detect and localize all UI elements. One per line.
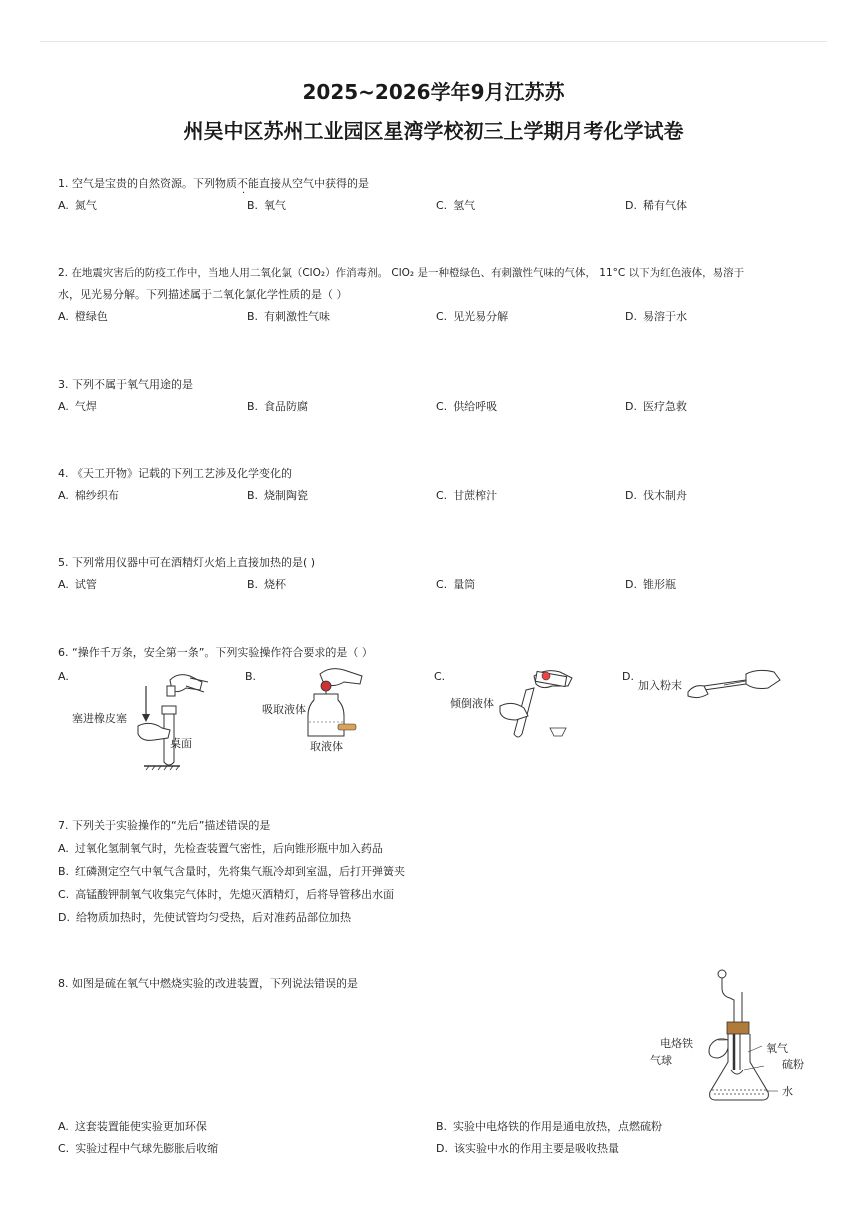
option-b[interactable]: B. 氧气 [247, 199, 287, 212]
question-stem: 1. 空气是宝贵的自然资源。下列物质不能直接从空气中获得的是 [58, 177, 369, 190]
option-d[interactable]: D. 该实验中水的作用主要是吸收热量 [436, 1142, 619, 1155]
options-row-1 [58, 1116, 818, 1138]
option-a-label[interactable]: A. [58, 670, 69, 683]
question-stem: 2. 在地震灾害后的防疫工作中，当地人用二氧化氯（ClO₂）作消毒剂。 ClO₂ 是一种橙绿色、有刺激性气味的气体， 11°C 以下为红色液体，易溶于 [58, 267, 745, 279]
option-d[interactable]: D. 锥形瓶 [625, 578, 676, 591]
question-stem: 7. 下列关于实验操作的“先后”描述错误的是 [58, 819, 271, 832]
option-c[interactable]: C. 氢气 [436, 199, 476, 212]
option-a[interactable]: A. 气焊 [58, 400, 97, 413]
option-b[interactable]: B. 实验中电烙铁的作用是通电放热，点燃硫粉 [436, 1120, 663, 1133]
question-6 [58, 642, 818, 664]
option-d[interactable]: D. 医疗急救 [625, 400, 687, 413]
option-d-label[interactable]: D. [622, 670, 634, 683]
options-row [58, 396, 818, 418]
question-4 [58, 463, 818, 507]
question-stem-cont: 水，见光易分解。下列描述属于二氧化氯化学性质的是（ ） [58, 288, 348, 301]
option-d[interactable]: D. 易溶于水 [625, 310, 687, 323]
question-1 [58, 173, 818, 217]
option-d[interactable]: D. 伐木制舟 [625, 489, 687, 502]
figure-label-draw-liquid: 吸取液体 [262, 703, 306, 716]
option-b-label[interactable]: B. [245, 670, 257, 683]
figure-dropper [300, 664, 370, 744]
option-c[interactable]: C. 供给呼吸 [436, 400, 498, 413]
question-5 [58, 552, 818, 596]
option-b[interactable]: B. 烧杯 [247, 578, 287, 591]
option-a[interactable]: A. 棉纱织布 [58, 489, 119, 502]
options-row [58, 306, 818, 328]
option-a[interactable]: A. 过氧化氢制氧气时，先检查装置气密性，后向锥形瓶中加入药品 [58, 842, 383, 855]
figure-label-sulfur-powder: 硫粉 [782, 1058, 804, 1071]
question-3 [58, 374, 818, 418]
options-row [58, 574, 818, 596]
option-a[interactable]: A. 氮气 [58, 199, 97, 212]
figure-sulfur-combustion-apparatus [700, 966, 780, 1108]
figure-insert-stopper [130, 668, 220, 774]
option-c[interactable]: C. 实验过程中气球先膨胀后收缩 [58, 1142, 219, 1155]
figure-label-soldering-iron: 电烙铁 [660, 1037, 693, 1050]
option-a[interactable]: A. 这套装置能使实验更加环保 [58, 1120, 207, 1133]
option-c[interactable]: C. 高锰酸钾制氧气收集完气体时，先熄灭酒精灯，后将导管移出水面 [58, 888, 395, 901]
option-a[interactable]: A. 试管 [58, 578, 97, 591]
figure-add-powder [684, 664, 784, 704]
figure-label-pour-liquid: 倾倒液体 [450, 697, 494, 710]
option-a[interactable]: A. 橙绿色 [58, 310, 108, 323]
figure-pour-liquid [494, 664, 580, 746]
question-stem: 8. 如图是硫在氧气中燃烧实验的改进装置，下列说法错误的是 [58, 977, 358, 990]
option-b[interactable]: B. 食品防腐 [247, 400, 309, 413]
options-row [58, 195, 818, 217]
figure-label-oxygen: 氧气 [766, 1042, 788, 1055]
figure-label-balloon: 气球 [650, 1054, 672, 1067]
option-c[interactable]: C. 量筒 [436, 578, 476, 591]
page-title-line1: 2025~2026学年9月江苏苏 [302, 80, 565, 104]
option-b[interactable]: B. 烧制陶瓷 [247, 489, 309, 502]
question-2 [58, 262, 818, 328]
figure-label-add-powder: 加入粉末 [638, 679, 682, 692]
emphasis-dot-char: 不 [237, 177, 248, 190]
options-row [58, 485, 818, 507]
option-c-label[interactable]: C. [434, 670, 446, 683]
question-7 [58, 815, 818, 929]
page-title-line2: 州吴中区苏州工业园区星湾学校初三上学期月考化学试卷 [183, 119, 684, 143]
question-8-options [58, 1116, 818, 1160]
figure-label-water: 水 [782, 1085, 793, 1098]
question-stem: 4. 《天工开物》记载的下列工艺涉及化学变化的 [58, 467, 292, 480]
option-b[interactable]: B. 有刺激性气味 [247, 310, 331, 323]
top-divider [40, 41, 827, 42]
option-d[interactable]: D. 稀有气体 [625, 199, 687, 212]
options-row-2 [58, 1138, 818, 1160]
option-c[interactable]: C. 甘蔗榨汁 [436, 489, 498, 502]
question-stem: 3. 下列不属于氧气用途的是 [58, 378, 193, 391]
question-stem: 6. “操作千万条，安全第一条”。下列实验操作符合要求的是（ ） [58, 646, 373, 659]
option-c[interactable]: C. 见光易分解 [436, 310, 509, 323]
figure-label-insert-stopper: 塞进橡皮塞 [72, 712, 127, 725]
question-stem: 5. 下列常用仪器中可在酒精灯火焰上直接加热的是( ) [58, 556, 316, 569]
figure-label-draw-liquid-2: 取液体 [310, 740, 343, 753]
figure-label-tabletop: 桌面 [170, 737, 192, 750]
option-d[interactable]: D. 给物质加热时，先使试管均匀受热，后对准药品部位加热 [58, 911, 351, 924]
option-b[interactable]: B. 红磷测定空气中氧气含量时，先将集气瓶冷却到室温，后打开弹簧夹 [58, 865, 406, 878]
